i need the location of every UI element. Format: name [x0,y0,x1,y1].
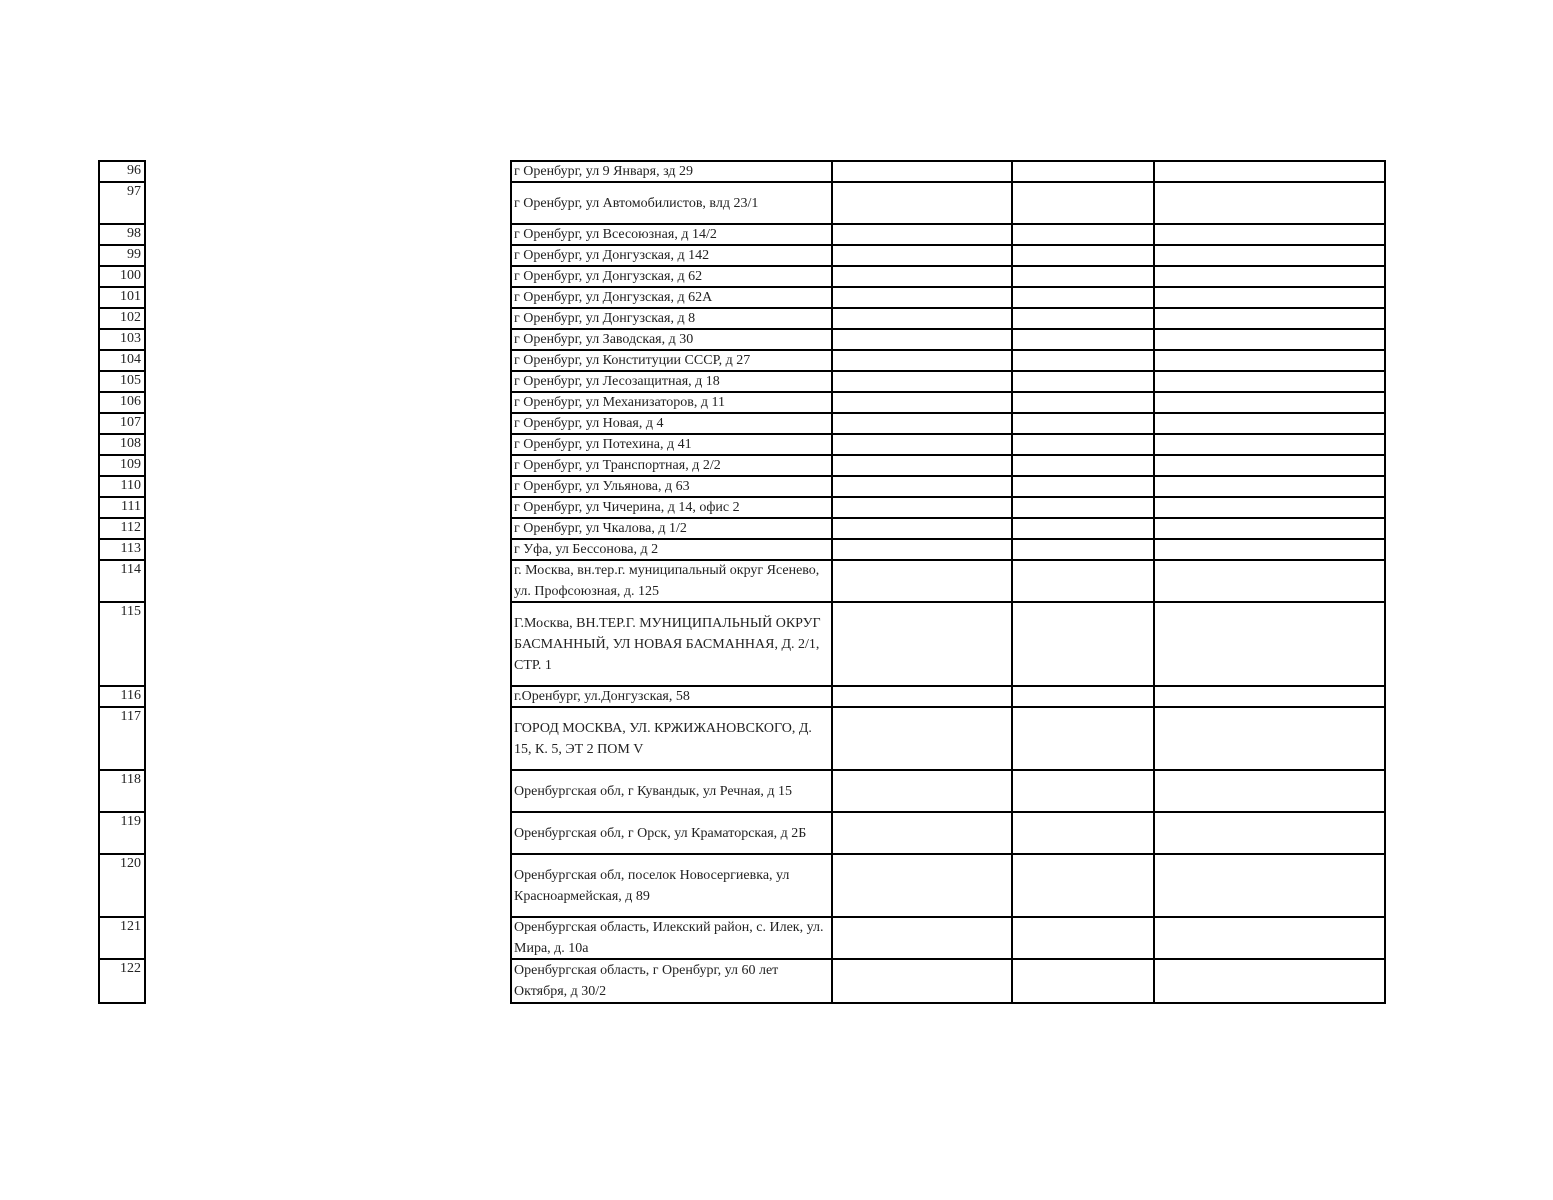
address-cell [512,561,833,601]
empty-cell [833,813,1013,853]
empty-cell [1155,372,1384,391]
empty-cell [1013,372,1155,391]
empty-cell [1155,246,1384,265]
empty-cell [833,414,1013,433]
empty-cell [1013,519,1155,538]
address-text: г.Оренбург, ул.Донгузская, 58 [514,689,690,704]
empty-cell [1013,918,1155,958]
address-cell [512,498,833,517]
address-cell [512,414,833,433]
empty-cell [1155,603,1384,685]
address-text: г Оренбург, ул Чичерина, д 14, офис 2 [514,500,740,515]
empty-cell [1013,414,1155,433]
address-text: Оренбургская обл, поселок Новосергиевка, ул Красноармейская, д 89 [514,867,790,904]
empty-cell [1155,540,1384,559]
address-text: г Уфа, ул Бессонова, д 2 [514,542,659,557]
empty-cell [833,393,1013,412]
row-number: 111 [100,498,144,519]
empty-cell [1013,477,1155,496]
address-cell [512,855,833,916]
empty-cell [833,351,1013,370]
row-number-column [98,160,146,1004]
address-cell [512,813,833,853]
empty-cell [1013,540,1155,559]
table-row [512,351,1384,372]
empty-cell [1155,813,1384,853]
empty-cell [833,687,1013,706]
empty-cell [1013,855,1155,916]
empty-cell [833,855,1013,916]
row-number: 100 [100,267,144,288]
empty-cell [833,960,1013,1002]
row-number: 120 [100,855,144,918]
table-row [512,477,1384,498]
row-number: 99 [100,246,144,267]
address-text: Оренбургская область, Илекский район, с. Илек, ул. Мира, д. 10а [514,920,824,956]
empty-cell [833,708,1013,769]
row-number: 108 [100,435,144,456]
table-row [512,708,1384,771]
table-row [512,393,1384,414]
row-number: 107 [100,414,144,435]
table-row [512,918,1384,960]
empty-cell [833,456,1013,475]
empty-cell [833,288,1013,307]
address-text: Оренбургская обл, г Орск, ул Краматорская, д 2Б [514,825,807,841]
address-cell [512,771,833,811]
empty-cell [833,498,1013,517]
empty-cell [833,225,1013,244]
address-text: г Оренбург, ул Новая, д 4 [514,416,664,431]
address-text: г Оренбург, ул Лесозащитная, д 18 [514,374,720,389]
empty-cell [833,309,1013,328]
row-number: 115 [100,603,144,687]
address-cell [512,183,833,223]
empty-cell [1155,330,1384,349]
address-text: г Оренбург, ул Механизаторов, д 11 [514,395,726,410]
address-text: г Оренбург, ул Ульянова, д 63 [514,479,690,494]
row-number: 105 [100,372,144,393]
row-number: 97 [100,183,144,225]
row-number: 98 [100,225,144,246]
empty-cell [1155,708,1384,769]
empty-cell [1155,498,1384,517]
table-row [512,561,1384,603]
empty-cell [1013,351,1155,370]
table-row [512,813,1384,855]
empty-cell [833,771,1013,811]
address-cell [512,708,833,769]
empty-cell [1013,498,1155,517]
empty-cell [833,330,1013,349]
empty-cell [1155,393,1384,412]
table-row [512,771,1384,813]
address-cell [512,372,833,391]
table-row [512,267,1384,288]
empty-cell [1155,561,1384,601]
empty-cell [1155,414,1384,433]
address-text: г Оренбург, ул Конституции СССР, д 27 [514,353,751,368]
address-cell [512,540,833,559]
empty-cell [1155,918,1384,958]
address-text: г Оренбург, ул Донгузская, д 62 [514,269,703,284]
row-number: 121 [100,918,144,960]
empty-cell [1155,435,1384,454]
table-row [512,687,1384,708]
empty-cell [1155,519,1384,538]
empty-cell [1013,330,1155,349]
row-number: 102 [100,309,144,330]
address-text: г Оренбург, ул Донгузская, д 142 [514,248,710,263]
table-row [512,855,1384,918]
empty-cell [1013,561,1155,601]
row-number: 106 [100,393,144,414]
empty-cell [1155,288,1384,307]
row-number: 101 [100,288,144,309]
address-cell [512,477,833,496]
address-text: г Оренбург, ул Чкалова, д 1/2 [514,521,687,536]
empty-cell [1013,603,1155,685]
empty-cell [1013,183,1155,223]
address-cell [512,456,833,475]
empty-cell [1013,771,1155,811]
table-row [512,309,1384,330]
empty-cell [833,435,1013,454]
empty-cell [1155,855,1384,916]
table-row [512,225,1384,246]
empty-cell [1013,708,1155,769]
address-cell [512,330,833,349]
address-text: г Оренбург, ул Потехина, д 41 [514,437,692,452]
address-cell [512,918,833,958]
empty-cell [1155,477,1384,496]
empty-cell [833,918,1013,958]
table-row [512,246,1384,267]
address-cell [512,351,833,370]
empty-cell [833,372,1013,391]
row-number: 109 [100,456,144,477]
table-row [512,162,1384,183]
address-text: Оренбургская обл, г Кувандык, ул Речная, д 15 [514,783,793,799]
empty-cell [1013,288,1155,307]
empty-cell [1155,771,1384,811]
empty-cell [1013,456,1155,475]
address-text: г Оренбург, ул Всесоюзная, д 14/2 [514,227,717,242]
address-text: г Оренбург, ул Донгузская, д 62А [514,290,713,305]
empty-cell [1155,267,1384,286]
address-cell [512,162,833,181]
empty-cell [1155,960,1384,1002]
empty-cell [833,246,1013,265]
row-number: 117 [100,708,144,771]
table-row [512,414,1384,435]
table-row [512,435,1384,456]
row-number: 119 [100,813,144,855]
address-cell [512,267,833,286]
empty-cell [833,477,1013,496]
address-text: г Оренбург, ул 9 Января, зд 29 [514,164,693,179]
row-number: 113 [100,540,144,561]
empty-cell [1155,309,1384,328]
row-number: 114 [100,561,144,603]
row-number: 110 [100,477,144,498]
empty-cell [1013,267,1155,286]
address-text: Г.Москва, ВН.ТЕР.Г. МУНИЦИПАЛЬНЫЙ ОКРУГ БАСМАННЫЙ, УЛ НОВАЯ БАСМАННАЯ, Д. 2/1, СТР. 1 [514,615,821,673]
table-row [512,519,1384,540]
empty-cell [1013,813,1155,853]
empty-cell [1013,687,1155,706]
address-cell [512,435,833,454]
table-row [512,330,1384,351]
address-table [510,160,1386,1004]
row-number: 112 [100,519,144,540]
empty-cell [833,162,1013,181]
address-text: г. Москва, вн.тер.г. муниципальный округ Ясенево, ул. Профсоюзная, д. 125 [514,563,820,599]
row-number: 103 [100,330,144,351]
empty-cell [1013,393,1155,412]
empty-cell [833,183,1013,223]
empty-cell [1013,435,1155,454]
address-text: г Оренбург, ул Заводская, д 30 [514,332,694,347]
row-number: 116 [100,687,144,708]
empty-cell [833,603,1013,685]
empty-cell [833,561,1013,601]
address-text: г Оренбург, ул Донгузская, д 8 [514,311,696,326]
row-number: 122 [120,961,141,976]
empty-cell [1155,162,1384,181]
empty-cell [1013,309,1155,328]
empty-cell [1013,246,1155,265]
empty-cell [1155,687,1384,706]
table-row [512,456,1384,477]
address-cell [512,309,833,328]
address-text: Оренбургская область, г Оренбург, ул 60 лет Октября, д 30/2 [514,963,779,999]
address-text: ГОРОД МОСКВА, УЛ. КРЖИЖАНОВСКОГО, Д. 15, К. 5, ЭТ 2 ПОМ V [514,720,812,757]
address-cell [512,225,833,244]
row-number: 96 [100,162,144,183]
table-row [512,372,1384,393]
table-row [512,603,1384,687]
empty-cell [1155,351,1384,370]
table-row [512,540,1384,561]
table-row [512,183,1384,225]
empty-cell [1155,183,1384,223]
empty-cell [1013,162,1155,181]
address-text: г Оренбург, ул Автомобилистов, влд 23/1 [514,195,759,211]
empty-cell [1155,456,1384,475]
address-cell [512,603,833,685]
address-cell [512,393,833,412]
empty-cell [1155,225,1384,244]
empty-cell [1013,225,1155,244]
table-row [512,960,1384,1002]
empty-cell [1013,960,1155,1002]
address-cell [512,519,833,538]
address-cell [512,288,833,307]
address-text: г Оренбург, ул Транспортная, д 2/2 [514,458,721,473]
address-cell [512,960,833,1002]
empty-cell [833,519,1013,538]
address-cell [512,246,833,265]
address-cell [512,687,833,706]
empty-cell [833,267,1013,286]
empty-cell [833,540,1013,559]
row-number: 118 [100,771,144,813]
table-row [512,498,1384,519]
table-row [512,288,1384,309]
row-number: 104 [100,351,144,372]
